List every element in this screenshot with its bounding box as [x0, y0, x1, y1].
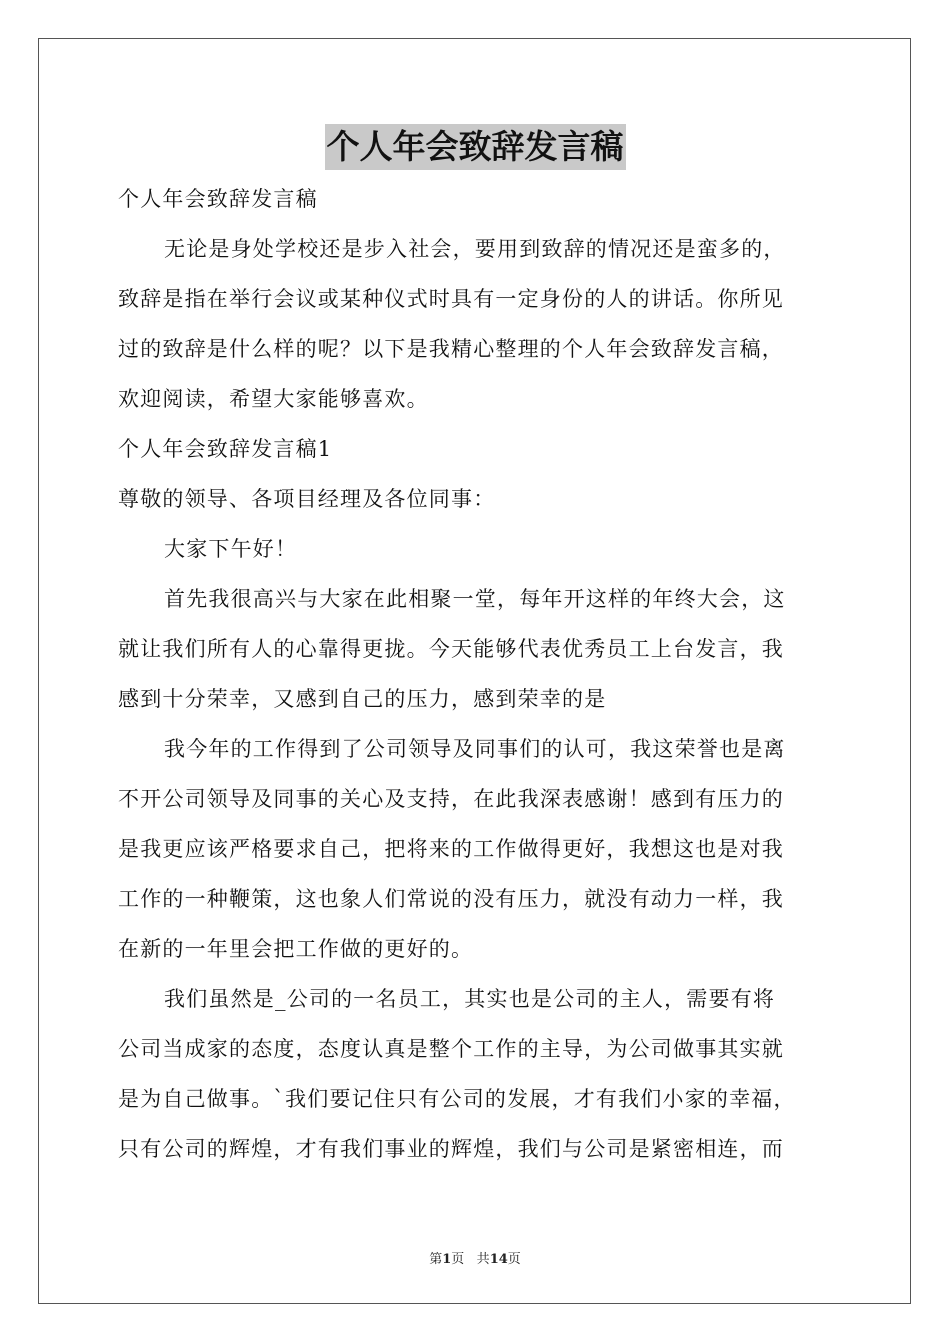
- text-line: 欢迎阅读，希望大家能够喜欢。: [118, 387, 429, 411]
- text-line: 是我更应该严格要求自己，把将来的工作做得更好，我想这也是对我: [118, 837, 784, 861]
- page-number-suffix: 页: [451, 1252, 465, 1267]
- text-line: 首先我很高兴与大家在此相聚一堂，每年开这样的年终大会，这: [164, 587, 786, 611]
- text-line: 致辞是指在举行会议或某种仪式时具有一定身份的人的讲话。你所见: [118, 287, 784, 311]
- page-number-current: 1: [442, 1252, 452, 1267]
- text-line: 我今年的工作得到了公司领导及同事们的认可，我这荣誉也是离: [164, 737, 786, 761]
- document-body: [118, 174, 838, 1174]
- text-line: 就让我们所有人的心靠得更拢。今天能够代表优秀员工上台发言，我: [118, 637, 784, 661]
- text-line: 在新的一年里会把工作做的更好的。: [118, 937, 474, 961]
- text-line: 感到十分荣幸，又感到自己的压力，感到荣幸的是: [118, 687, 607, 711]
- page-number-prefix: 第: [429, 1252, 443, 1267]
- text-line: 个人年会致辞发言稿1: [118, 437, 333, 461]
- document-title: 个人年会致辞发言稿: [325, 124, 626, 170]
- text-line: 不开公司领导及同事的关心及支持，在此我深表感谢！感到有压力的: [118, 787, 784, 811]
- text-line: 是为自己做事。`我们要记住只有公司的发展，才有我们小家的幸福，: [118, 1087, 796, 1111]
- page-total-prefix: 共: [476, 1252, 490, 1267]
- text-line: 工作的一种鞭策，这也象人们常说的没有压力，就没有动力一样，我: [118, 887, 784, 911]
- text-line: 无论是身处学校还是步入社会，要用到致辞的情况还是蛮多的，: [164, 237, 786, 261]
- text-line: 大家下午好！: [164, 537, 298, 561]
- title-wrap: [0, 124, 950, 170]
- text-line: 个人年会致辞发言稿: [118, 187, 318, 211]
- text-line: 尊敬的领导、各项目经理及各位同事：: [118, 487, 496, 511]
- page-footer: [0, 1248, 950, 1267]
- text-line: 只有公司的辉煌，才有我们事业的辉煌，我们与公司是紧密相连，而: [118, 1137, 784, 1161]
- text-line: 过的致辞是什么样的呢？以下是我精心整理的个人年会致辞发言稿，: [118, 337, 784, 361]
- text-line: 我们虽然是_公司的一名员工，其实也是公司的主人，需要有将: [164, 987, 776, 1011]
- page-total: 14: [489, 1252, 508, 1267]
- text-line: 公司当成家的态度，态度认真是整个工作的主导，为公司做事其实就: [118, 1037, 784, 1061]
- page-total-suffix: 页: [507, 1252, 521, 1267]
